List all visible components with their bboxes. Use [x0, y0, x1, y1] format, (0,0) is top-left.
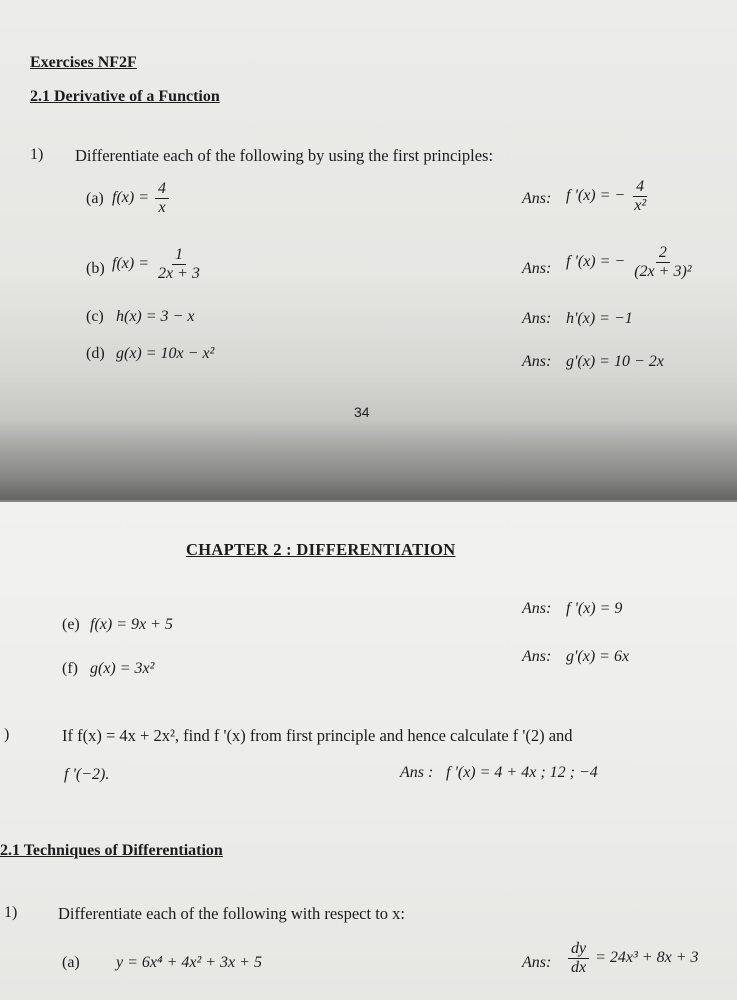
question2-answer-label: Ans : [400, 764, 434, 781]
section2-answer-label-a: Ans: [522, 954, 552, 971]
question2-answer: f '(x) = 4 + 4x ; 12 ; −4 [446, 764, 598, 781]
item-label-c: (c) [86, 308, 104, 325]
section2-answer-expr-a: $\frac{dy}{dx}$ = 24x³ + 8x + 3 [566, 940, 699, 977]
section2-question-number: 1) [4, 904, 18, 921]
answer-label-d: Ans: [522, 353, 552, 370]
answer-expr-b: f '(x) = − $\frac{2}{\text{(2x + 3)²}}$ [566, 244, 692, 280]
item-expr-a: f(x) = $\frac{4}{x}$ [112, 180, 171, 217]
item-expr-e: f(x) = 9x + 5 [90, 616, 173, 633]
current-page [0, 500, 737, 1000]
chapter-title: CHAPTER 2 : DIFFERENTIATION [186, 540, 456, 559]
question-number: 1) [30, 146, 44, 163]
page-fold-shadow [0, 420, 737, 502]
item-expr-c: h(x) = 3 − x [116, 308, 195, 325]
answer-label-b: Ans: [522, 260, 552, 277]
item-label-a: (a) [86, 190, 104, 207]
item-label-d: (d) [86, 345, 105, 362]
answer-expr-c: h'(x) = −1 [566, 310, 633, 327]
answer-label-a: Ans: [522, 190, 552, 207]
section-title-derivative: 2.1 Derivative of a Function [30, 88, 220, 105]
answer-expr-d: g'(x) = 10 − 2x [566, 353, 664, 370]
answer-label-f: Ans: [522, 648, 552, 665]
question-instruction: Differentiate each of the following by using the first principles: [75, 146, 494, 165]
question2-line1: If f(x) = 4x + 2x², find f '(x) from first principle and hence calculate f '(2) and [62, 726, 573, 745]
item-expr-d: g(x) = 10x − x² [116, 345, 215, 362]
section-title-techniques: 2.1 Techniques of Differentiation [0, 842, 223, 859]
answer-expr-f: g'(x) = 6x [566, 648, 630, 665]
answer-label-e: Ans: [522, 600, 552, 617]
item-expr-b: f(x) = $\frac{1}{2x + 3}$ [112, 246, 200, 282]
section2-instruction: Differentiate each of the following with respect to x: [58, 904, 405, 923]
question2-line2: f '(−2). [64, 766, 110, 783]
item-label-e: (e) [62, 616, 80, 633]
item-expr-f: g(x) = 3x² [90, 660, 155, 677]
exercise-title: Exercises NF2F [30, 54, 137, 71]
item-label-f: (f) [62, 660, 78, 677]
answer-label-c: Ans: [522, 310, 552, 327]
section2-item-expr-a: y = 6x⁴ + 4x² + 3x + 5 [116, 954, 262, 971]
question2-number: ) [4, 726, 10, 743]
section2-item-label-a: (a) [62, 954, 80, 971]
page-number: 34 [354, 404, 370, 420]
answer-expr-a: f '(x) = − $\frac{4}{\text{x²}}$ [566, 178, 647, 214]
item-label-b: (b) [86, 260, 105, 277]
answer-expr-e: f '(x) = 9 [566, 600, 623, 617]
